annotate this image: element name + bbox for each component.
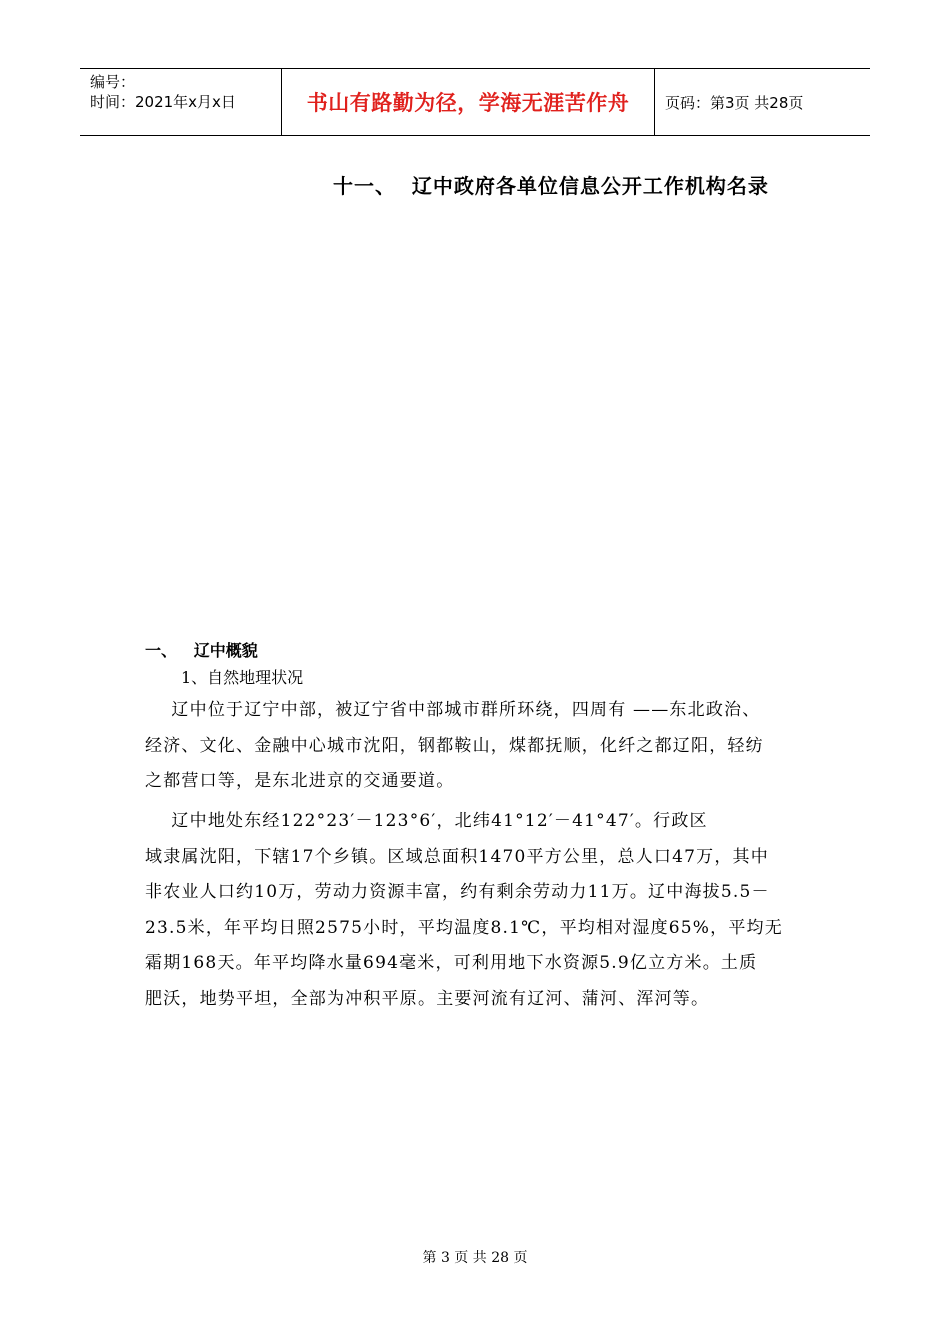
paragraph-location [145,693,805,800]
section-title: 十一、 辽中政府各单位信息公开工作机构名录 [333,174,769,198]
paragraph-line: 辽中地处东经122°23′－123°6′，北纬41°12′－41°47′。行政区 [145,811,708,831]
document-time-label: 时间：2021年x月x日 [90,93,236,111]
paragraph-line: 之都营口等，是东北进京的交通要道。 [145,771,455,791]
paragraph-line: 域隶属沈阳，下辖17个乡镇。区域总面积1470平方公里，总人口47万，其中 [145,846,769,867]
subheading-natural-geography: 1、自然地理状况 [181,668,304,687]
heading-overview: 一、 辽中概貌 [145,641,258,660]
document-header [80,68,870,136]
page-footer: 第 3 页 共 28 页 [422,1250,528,1266]
header-page-info: 页码：第3页 共28页 [665,93,804,112]
document-number-label: 编号： [90,73,136,91]
paragraph-geography [145,804,805,1017]
header-meta [80,69,282,135]
header-motto-cell [282,69,655,135]
header-motto: 书山有路勤为径，学海无涯苦作舟 [306,91,630,115]
paragraph-line: 肥沃，地势平坦，全部为冲积平原。主要河流有辽河、蒲河、浑河等。 [145,988,710,1009]
paragraph-line: 23.5米，年平均日照2575小时，平均温度8.1℃，平均相对湿度65%，平均无 [145,917,783,938]
paragraph-line: 非农业人口约10万，劳动力资源丰富，约有剩余劳动力11万。辽中海拔5.5－ [145,882,770,902]
paragraph-line: 辽中位于辽宁中部，被辽宁省中部城市群所环绕，四周有 ——东北政治、 [145,700,761,720]
paragraph-line: 经济、文化、金融中心城市沈阳，钢都鞍山，煤都抚顺，化纤之都辽阳，轻纺 [145,735,764,756]
paragraph-line: 霜期168天。年平均降水量694毫米，可利用地下水资源5.9亿立方米。土质 [145,953,758,973]
